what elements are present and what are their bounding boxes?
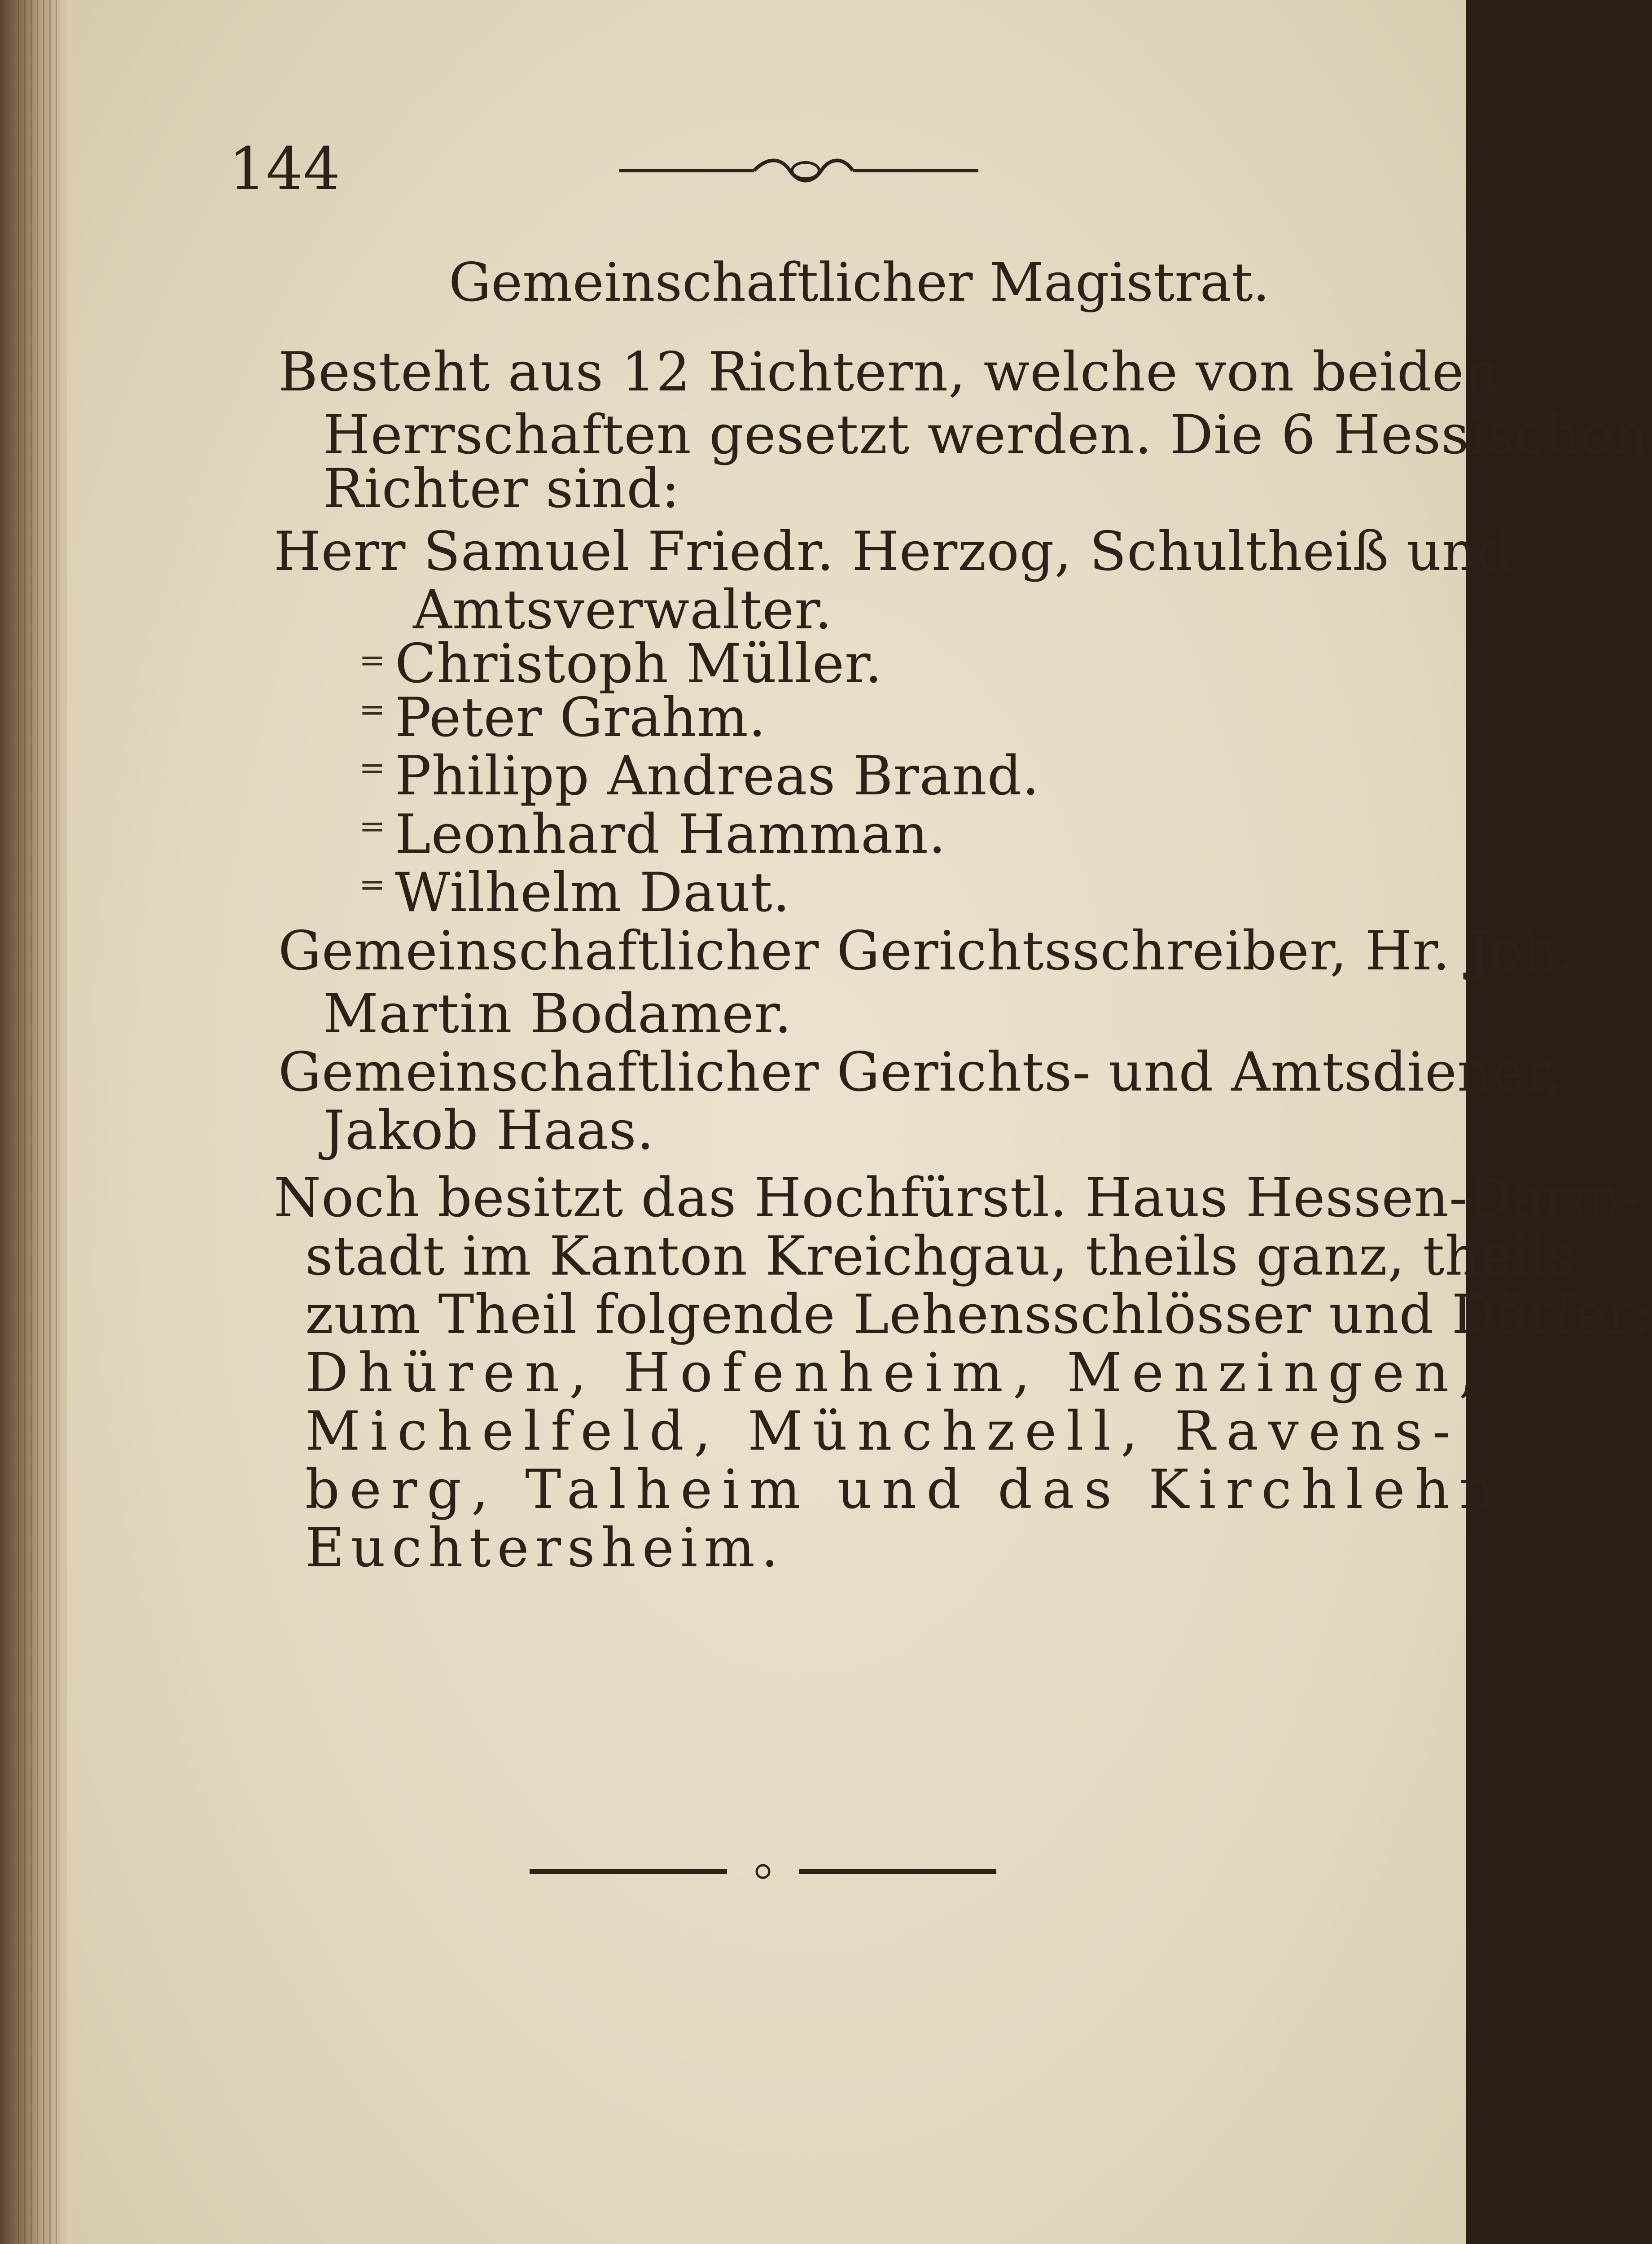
page-number: 144	[229, 135, 341, 203]
ditto-mark: =	[359, 866, 386, 903]
intro-line-2: Herrschaften gesetzt werden. Die 6 Hessischen	[323, 404, 1648, 466]
clerk-line-1: Gemeinschaftlicher Gerichtsschreiber, Hr. Joh.	[278, 920, 1576, 982]
paragraph-line: zum Theil folgende Lehensschlösser und Dörfer:	[305, 1284, 1652, 1346]
clerk-line-2: Martin Bodamer.	[323, 983, 792, 1045]
ditto-mark: =	[359, 749, 386, 786]
ditto-mark: =	[359, 691, 386, 728]
header-ornament-icon	[619, 153, 978, 188]
paragraph-line: Michelfeld, Münchzell, Ravens-	[305, 1400, 1461, 1463]
spine-page-edges	[18, 0, 58, 2244]
ditto-mark: =	[359, 642, 386, 679]
servant-line-2: Jakob Haas.	[323, 1100, 655, 1162]
judge-entry: Wilhelm Daut.	[395, 862, 791, 924]
judge-entry: Leonhard Hamman.	[395, 803, 947, 866]
paragraph-line: Euchtersheim.	[305, 1517, 785, 1579]
first-judge-line-2: Amtsverwalter.	[413, 579, 833, 641]
judge-entry: Peter Grahm.	[395, 687, 767, 749]
intro-line-1: Besteht aus 12 Richtern, welche von beiden	[278, 341, 1500, 403]
paragraph-line: berg, Talheim und das Kirchlehn	[305, 1459, 1504, 1521]
paragraph-line: stadt im Kanton Kreichgau, theils ganz, theils	[305, 1225, 1576, 1288]
footer-ornament-icon	[530, 1858, 996, 1885]
judge-entry: Christoph Müller.	[395, 633, 883, 695]
paragraph-line: Noch besitzt das Hochfürstl. Haus Hessen-Darm-	[274, 1167, 1640, 1229]
paragraph-line: Dhüren, Hofenheim, Menzingen,	[305, 1342, 1486, 1404]
servant-line-1: Gemeinschaftlicher Gerichts- und Amtsdiener,	[278, 1041, 1563, 1104]
intro-line-3: Richter sind:	[323, 458, 680, 520]
judge-entry: Philipp Andreas Brand.	[395, 745, 1040, 807]
first-judge-line-1: Herr Samuel Friedr. Herzog, Schultheiß und	[274, 521, 1512, 583]
ditto-mark: =	[359, 808, 386, 845]
section-heading: Gemeinschaftlicher Magistrat.	[449, 251, 1270, 313]
